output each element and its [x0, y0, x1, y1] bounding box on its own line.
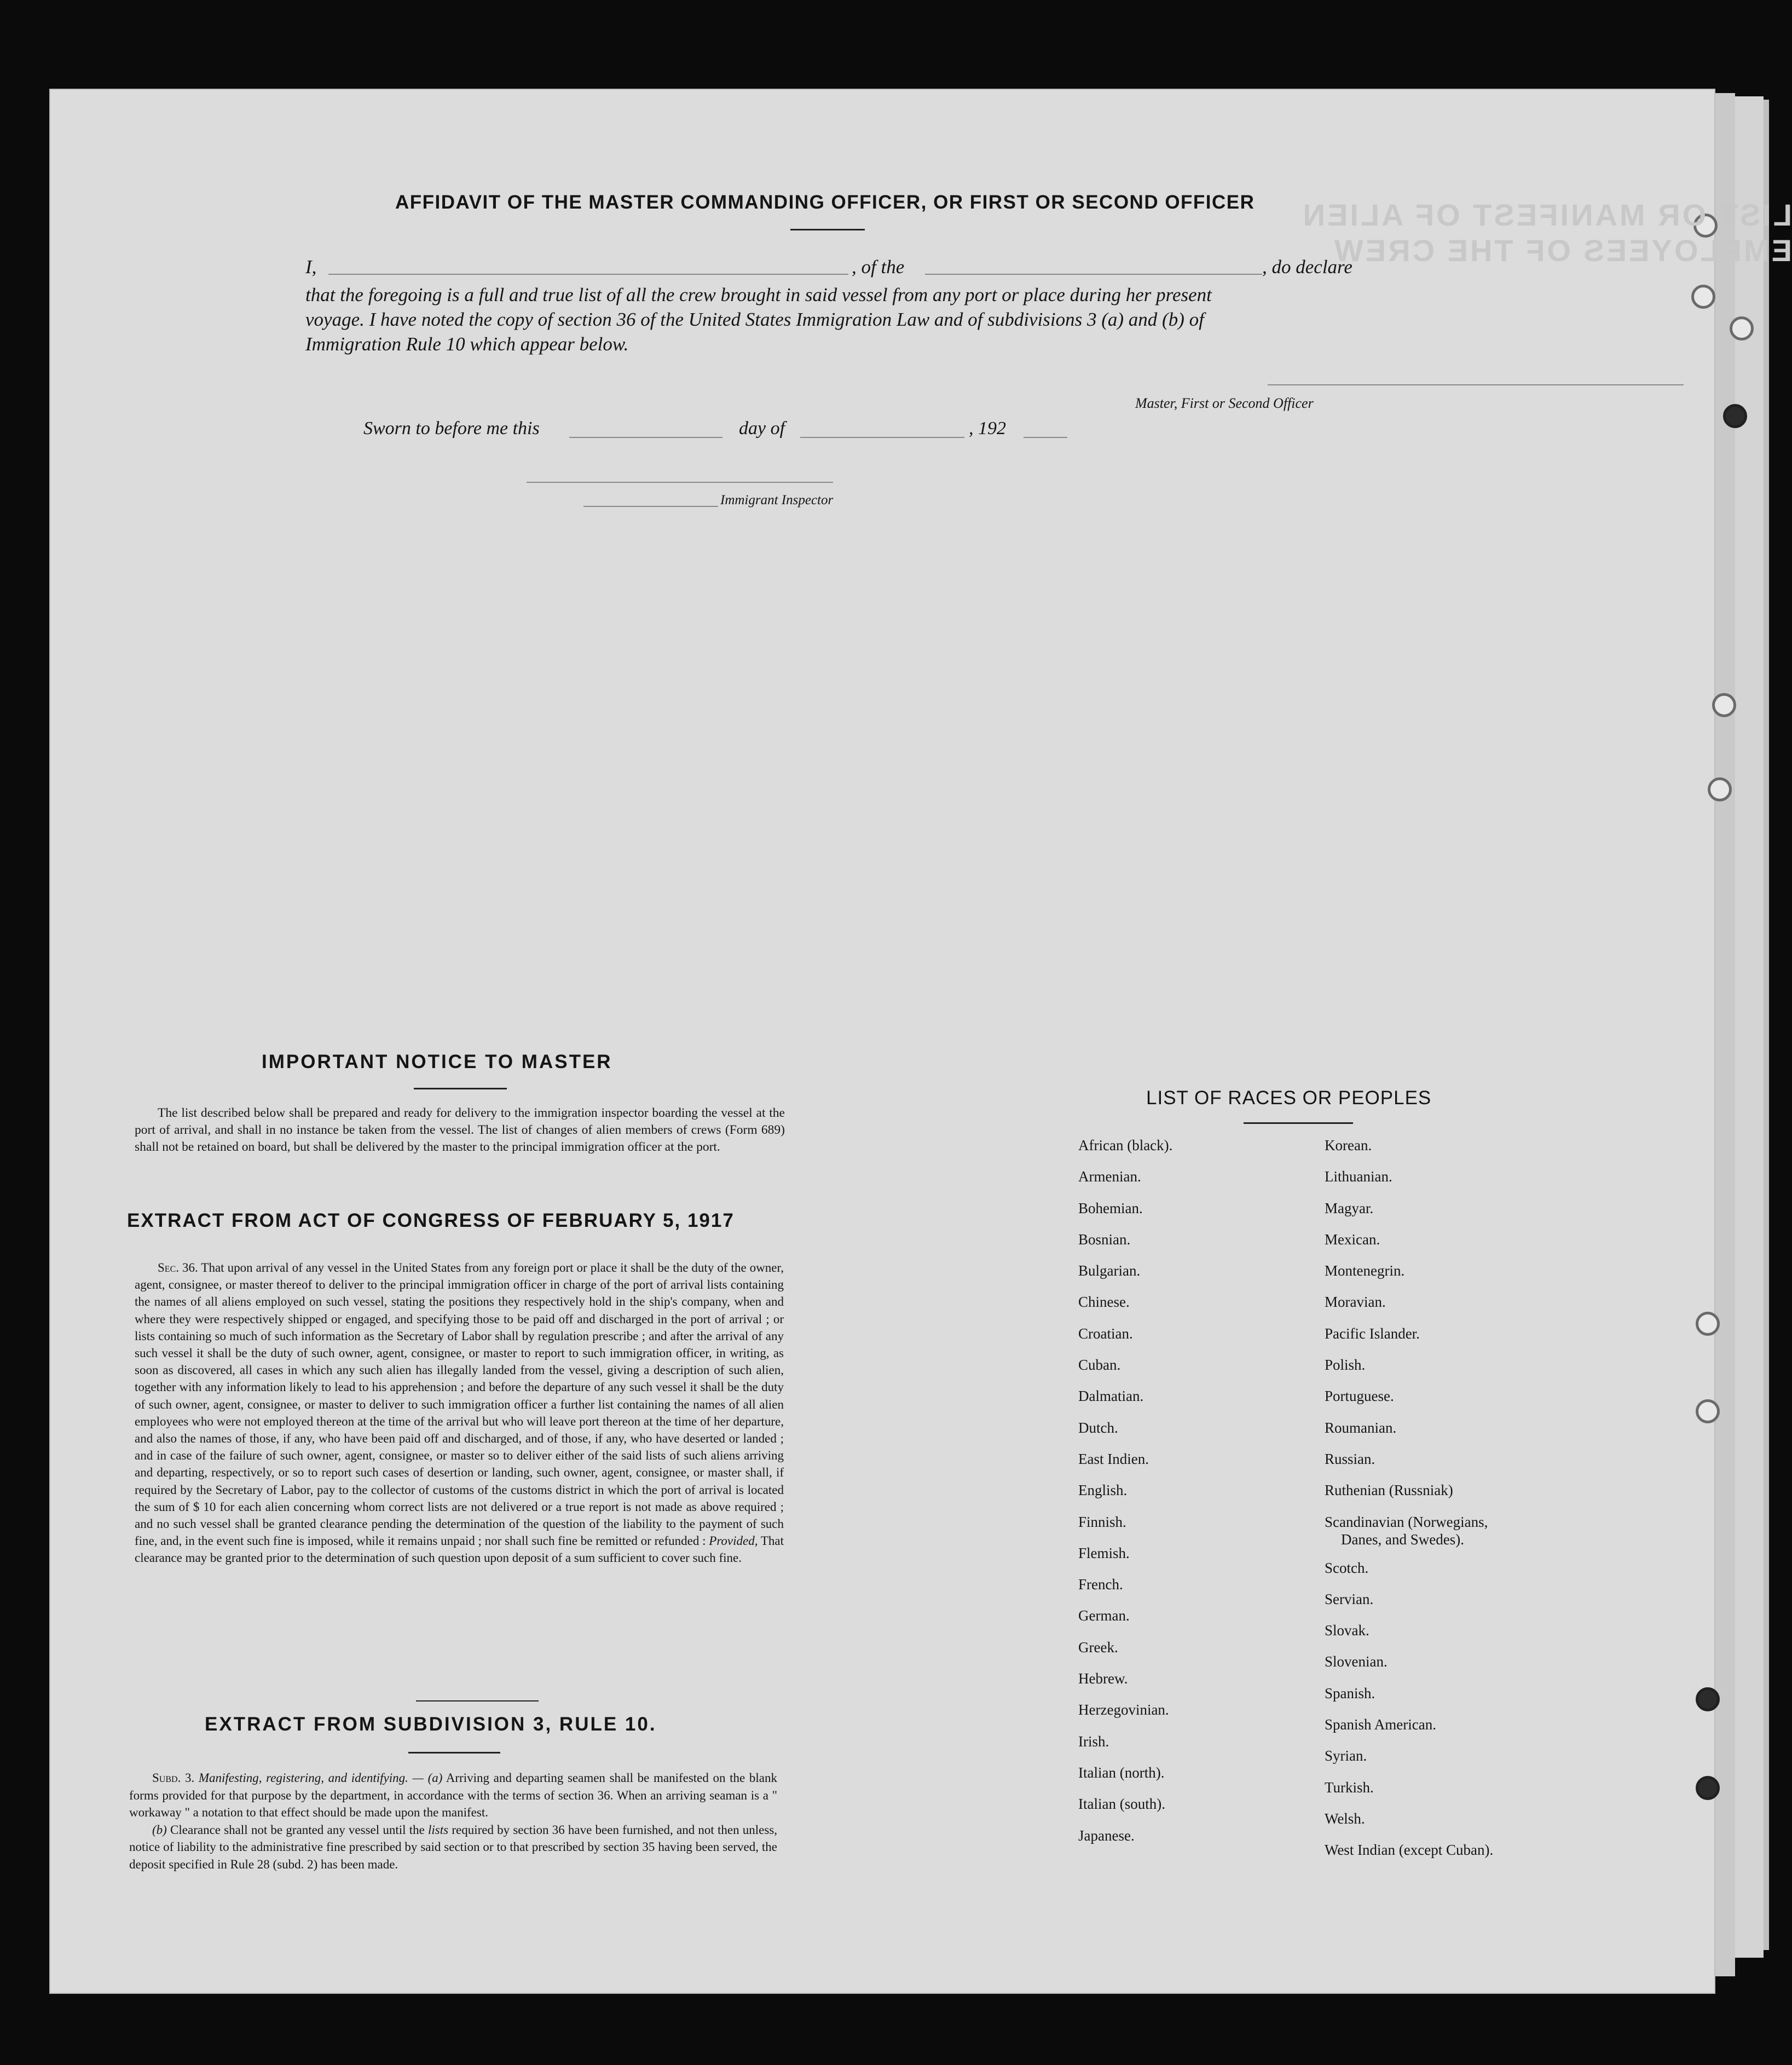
race-item: Croatian. — [1078, 1325, 1133, 1342]
binder-hole — [1696, 1776, 1720, 1800]
race-item: Pacific Islander. — [1325, 1325, 1420, 1342]
race-item: Russian. — [1325, 1450, 1375, 1467]
race-item: Bohemian. — [1078, 1199, 1143, 1216]
race-item: Spanish American. — [1325, 1716, 1436, 1733]
month-blank[interactable] — [800, 437, 964, 438]
race-item: Italian (north). — [1078, 1764, 1165, 1781]
race-item: Roumanian. — [1325, 1419, 1397, 1436]
race-item: English. — [1078, 1482, 1128, 1499]
affidavit-of-the: , of the — [852, 256, 905, 278]
binder-hole — [1730, 316, 1754, 341]
vessel-blank[interactable] — [925, 274, 1262, 275]
race-item: Portuguese. — [1325, 1388, 1394, 1405]
inspector-signature-blank[interactable] — [583, 506, 718, 507]
notice-paragraph: The list described below shall be prepared and ready for delivery to the immigration inspector boarding the vessel at the port of arrival, and shall in no instance be taken from the vessel. The list of changes of alien members of crews (Form 689) shall not be retained on board, but shall be delivered by the master to the principal immigration officer at the port. — [135, 1106, 785, 1154]
race-item: Japanese. — [1078, 1827, 1135, 1844]
race-item: Finnish. — [1078, 1513, 1126, 1530]
rule-title: EXTRACT FROM SUBDIVISION 3, RULE 10. — [205, 1714, 657, 1735]
act-paragraph-end: That clearance may be granted prior to the determination of such question upon deposit of a sum sufficient to cover such fine. — [135, 1534, 784, 1565]
subd-heading: Manifesting, registering, and identifying. — [198, 1771, 408, 1785]
title-rule — [414, 1088, 507, 1089]
race-item: Slovak. — [1325, 1622, 1369, 1639]
notice-title: IMPORTANT NOTICE TO MASTER — [262, 1051, 612, 1072]
subd-label: Subd. 3. — [152, 1771, 195, 1785]
affidavit-line-i: I, — [305, 256, 317, 278]
race-item: Dalmatian. — [1078, 1388, 1144, 1405]
para-a-mark: — (a) — [412, 1771, 443, 1785]
race-item: Herzegovinian. — [1078, 1701, 1169, 1718]
race-item: Scandinavian (Norwegians, — [1325, 1513, 1488, 1530]
races-right-column — [1325, 1137, 1493, 1873]
race-item: Servian. — [1325, 1590, 1374, 1607]
races-title: LIST OF RACES OR PEOPLES — [1146, 1087, 1432, 1109]
notice-text — [135, 1105, 785, 1156]
rule-text — [129, 1769, 777, 1873]
name-blank[interactable] — [328, 274, 848, 275]
para-b-2: required by section 36 have been furnished, and not then unless, notice of liability to the administrative fine prescribed by said section or to that prescribed by section 35 having been served, the deposit specified in Rule 28 (subd. 2) has been made. — [129, 1822, 778, 1871]
races-left-column — [1078, 1137, 1172, 1858]
race-item-multiline — [1325, 1513, 1493, 1559]
race-item: Italian (south). — [1078, 1796, 1165, 1813]
affidavit-do-declare: , do declare — [1262, 256, 1352, 278]
race-item: African (black). — [1078, 1137, 1173, 1153]
race-item: Montenegrin. — [1325, 1262, 1405, 1279]
binder-hole — [1691, 285, 1715, 309]
binder-hole — [1708, 777, 1732, 801]
day-of-text: day of — [739, 418, 785, 439]
race-item: East Indien. — [1078, 1450, 1149, 1467]
statement-line: voyage. I have noted the copy of section 36 of the United States Immigration Law and of subdivisions 3 (a) and (b) of — [305, 309, 1204, 330]
race-item: German. — [1078, 1607, 1130, 1624]
binder-hole — [1696, 1687, 1720, 1711]
race-item-continuation: Danes, and Swedes). — [1341, 1531, 1464, 1548]
affidavit-title: AFFIDAVIT OF THE MASTER COMMANDING OFFICER, OR FIRST OR SECOND OFFICER — [395, 192, 1255, 213]
section-label: Sec. 36. — [158, 1261, 198, 1274]
para-b-lists: lists — [428, 1822, 449, 1837]
race-item: Mexican. — [1325, 1231, 1380, 1248]
binder-hole — [1696, 1399, 1720, 1423]
page-edge — [1735, 96, 1764, 1958]
race-item: Turkish. — [1325, 1779, 1374, 1796]
race-item: Lithuanian. — [1325, 1168, 1392, 1185]
race-item: Chinese. — [1078, 1294, 1130, 1311]
statement-line: Immigration Rule 10 which appear below. — [305, 333, 629, 355]
race-item: Scotch. — [1325, 1559, 1369, 1576]
race-item: Welsh. — [1325, 1810, 1365, 1827]
act-paragraph: That upon arrival of any vessel in the United States from any foreign port or place it shall be the duty of the owner, agent, consignee, or master thereof to deliver to the principal immigration officer in charge of the port of arrival lists containing the names of all aliens employed on such vessel, stating the positions they respectively hold in the ship's company, when and where they were respectively shipped or engaged, and specifying those to be paid off and discharged in the port of arrival ; or lists containing so much of such information as the Secretary of Labor shall by regulation prescribe ; and after the arrival of any such vessel it shall be the duty of such owner, agent, consignee, or master to report to such immigration officer, in writing, as soon as discovered, all cases in which any such alien has illegally landed from the vessel, giving a description of such alien, together with any information likely to lead to his apprehension ; and before the departure of any such vessel it shall be the duty of such owner, agent, consignee, or master to deliver to such immigration officer a further list containing the names of all alien employees who were not employed thereon at the time of the arrival but who will leave port thereon at the time of her departure, and also the names of those, if any, who have been paid off and discharged, and of those, if any, who have deserted or landed ; and in case of the failure of such owner, agent, consignee, or master so to deliver either of the said lists of such aliens arriving and departing, respectively, or so to report such cases of desertion or landing, such owner, agent, consignee, or master shall, if required by the Secretary of Labor, pay to the collector of customs of the customs district in which the port of arrival is located the sum of $ 10 for each alien concerning whom correct lists are not delivered or a true report is not made as above required ; and no such vessel shall be granted clearance pending the determination of the question of the liability to the payment of such fine, and, in the event such fine is imposed, while it remains unpaid ; nor shall such fine be remitted or refunded : — [135, 1261, 784, 1548]
title-rule — [790, 229, 865, 230]
signature-label: Master, First or Second Officer — [1135, 395, 1314, 411]
race-item: Korean. — [1325, 1137, 1372, 1153]
race-item: French. — [1078, 1576, 1123, 1593]
race-item: Flemish. — [1078, 1544, 1130, 1561]
inspector-label: Immigrant Inspector — [720, 493, 834, 507]
race-item: Moravian. — [1325, 1294, 1386, 1311]
para-b-1: Clearance shall not be granted any vessel until the — [170, 1822, 425, 1837]
binder-hole — [1712, 693, 1736, 717]
race-item: Irish. — [1078, 1733, 1109, 1750]
race-item: Spanish. — [1325, 1685, 1375, 1701]
signature-blank[interactable] — [1268, 384, 1684, 385]
race-item: Dutch. — [1078, 1419, 1118, 1436]
divider-rule — [416, 1700, 539, 1701]
sworn-text: Sworn to before me this — [363, 418, 540, 439]
race-item: Slovenian. — [1325, 1653, 1388, 1670]
race-item: Bosnian. — [1078, 1231, 1131, 1248]
year-blank[interactable] — [1024, 437, 1067, 438]
race-item: Armenian. — [1078, 1168, 1141, 1185]
race-item: Ruthenian (Russniak) — [1325, 1482, 1453, 1499]
title-rule — [1244, 1122, 1353, 1124]
binder-hole — [1696, 1312, 1720, 1336]
act-title: EXTRACT FROM ACT OF CONGRESS OF FEBRUARY 5, 1917 — [127, 1210, 735, 1231]
act-text — [135, 1259, 784, 1567]
race-item: West Indian (except Cuban). — [1325, 1842, 1494, 1859]
race-item: Bulgarian. — [1078, 1262, 1141, 1279]
title-rule — [408, 1752, 500, 1753]
race-item: Polish. — [1325, 1357, 1366, 1374]
race-item: Syrian. — [1325, 1747, 1367, 1764]
page-edge — [1764, 100, 1769, 1950]
statement-line: that the foregoing is a full and true list of all the crew brought in said vessel from any port or place during her present — [305, 284, 1212, 305]
day-blank[interactable] — [569, 437, 722, 438]
binder-hole — [1723, 404, 1747, 428]
para-a: Arriving and departing seamen shall be manifested on the blank forms provided for that purpose by the department, in accordance with the terms of section 36. When an arriving seaman is a " workaway " a notation to that effect should be made upon the manifest. — [129, 1771, 777, 1819]
para-b-mark: (b) — [152, 1822, 167, 1837]
bleed-through: LIST OR MANIFEST OF ALIEN EMPLOYEES OF THE CREW — [1300, 198, 1792, 268]
inspector-signature-blank[interactable] — [527, 482, 833, 483]
race-item: Magyar. — [1325, 1199, 1374, 1216]
race-item: Greek. — [1078, 1639, 1118, 1656]
year-text: , 192 — [969, 418, 1006, 439]
race-item: Hebrew. — [1078, 1670, 1128, 1687]
race-item: Cuban. — [1078, 1357, 1121, 1374]
provided-word: Provided, — [709, 1534, 758, 1548]
